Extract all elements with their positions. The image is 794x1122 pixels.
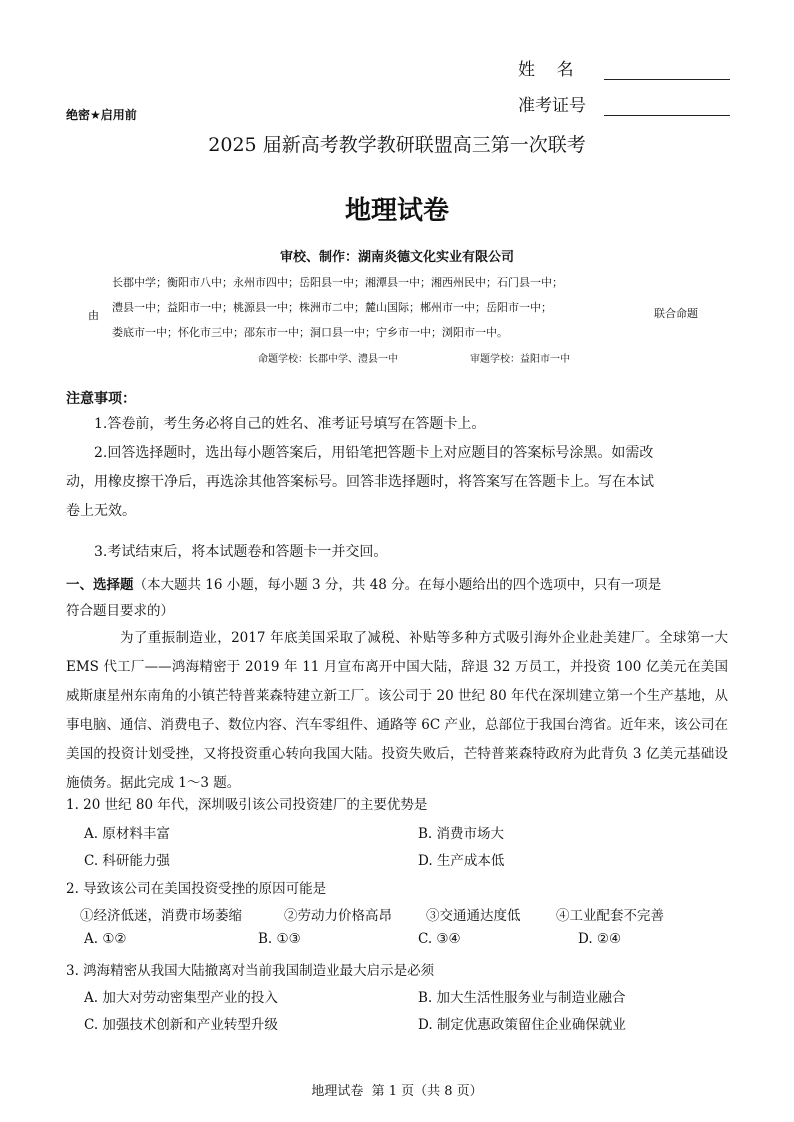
school-list — [112, 270, 652, 345]
reading-passage: 为了重振制造业，2017 年底美国采取了减税、补贴等多种方式吸引海外企业赴美建厂。全球第一大 EMS 代工厂——鸿海精密于 2019 年 11 月宣布离开中国大陆，辞退 32 万员工，并投资 100 亿美元在美国威斯康星州东南角的小镇芒特普莱森特建立新工厂。该公司于 20 世纪 80 年代在深圳建立第一个生产基地，从事电脑、通信、消费电子、数位内容、汽车零组件、通路等 6C 产业，总部位于我国台湾省。近年来，该公司在美国的投资计划受挫，又将投资重心转向我国大陆。投资失败后，芒特普莱森特政府为此背负 3 亿美元基础设施债务。据此完成 1～3 题。 — [66, 630, 728, 791]
name-label: 姓 名 — [518, 60, 574, 80]
q2-item-4: ④工业配套不完善 — [556, 908, 664, 924]
q2-option-c[interactable]: C. ③④ — [418, 931, 461, 947]
q3-option-b[interactable]: B. 加大生活性服务业与制造业融合 — [418, 990, 626, 1006]
q3-option-c[interactable]: C. 加强技术创新和产业转型升级 — [84, 1017, 278, 1033]
notice-item-2-line-3: 卷上无效。 — [66, 503, 136, 519]
page-footer: 地理试卷 第 1 页（共 8 页） — [311, 1084, 483, 1099]
producer-line: 审校、制作：湖南炎德文化实业有限公司 — [279, 250, 514, 265]
section-title: 一、选择题 — [66, 577, 134, 593]
q2-item-2: ②劳动力价格高昂 — [284, 908, 392, 924]
notice-list — [66, 410, 728, 567]
you-label: 由 — [88, 309, 99, 322]
q2-option-d[interactable]: D. ②④ — [578, 931, 622, 947]
q1-option-d[interactable]: D. 生产成本低 — [418, 853, 505, 869]
school-line-1: 长郡中学；衡阳市八中；永州市四中；岳阳县一中；湘潭县一中；湘西州民中；石门县一中； — [112, 276, 563, 289]
section-desc-2: 符合题目要求的） — [66, 603, 174, 619]
question-3-stem: 3. 鸿海精密从我国大陆撤离对当前我国制造业最大启示是必须 — [66, 963, 435, 979]
id-label: 准考证号 — [518, 96, 586, 116]
name-field-line[interactable] — [604, 57, 730, 80]
reviewer-schools: 审题学校：益阳市一中 — [470, 354, 570, 365]
q3-option-a[interactable]: A. 加大对劳动密集型产业的投入 — [84, 990, 278, 1006]
candidate-info — [518, 44, 730, 116]
q2-item-1: ①经济低迷，消费市场萎缩 — [80, 908, 242, 924]
notice-item-2-line-2: 动，用橡皮擦干净后，再选涂其他答案标号。回答非选择题时，将答案写在答题卡上。写在本试 — [66, 474, 654, 490]
id-field-line[interactable] — [604, 93, 730, 116]
section-heading — [66, 572, 728, 624]
question-2-stem: 2. 导致该公司在美国投资受挫的原因可能是 — [66, 881, 327, 897]
question-1-stem: 1. 20 世纪 80 年代，深圳吸引该公司投资建厂的主要优势是 — [66, 797, 428, 813]
name-row — [518, 44, 730, 80]
q3-option-d[interactable]: D. 制定优惠政策留住企业确保就业 — [418, 1017, 626, 1033]
q1-option-c[interactable]: C. 科研能力强 — [84, 853, 170, 869]
q1-option-b[interactable]: B. 消费市场大 — [418, 826, 505, 842]
school-line-2: 澧县一中；益阳市一中；桃源县一中；株洲市二中；麓山国际；郴州市一中；岳阳市一中； — [112, 301, 552, 314]
setter-schools: 命题学校：长郡中学、澧县一中 — [258, 354, 398, 365]
q2-item-3: ③交通通达度低 — [426, 908, 521, 924]
exam-title: 2025 届新高考教学教研联盟高三第一次联考 — [208, 134, 586, 156]
notice-item-1: 1.答卷前，考生务必将自己的姓名、准考证号填写在答题卡上。 — [94, 416, 486, 432]
secret-mark: 绝密★启用前 — [66, 108, 137, 122]
q1-option-a[interactable]: A. 原材料丰富 — [84, 826, 170, 842]
subject-title: 地理试卷 — [344, 196, 449, 226]
notice-title: 注意事项： — [66, 391, 136, 407]
id-row — [518, 80, 730, 116]
q2-option-a[interactable]: A. ①② — [84, 931, 127, 947]
notice-item-3: 3.考试结束后，将本试题卷和答题卡一并交回。 — [94, 544, 388, 560]
school-line-3: 娄底市一中；怀化市三中；邵东市一中；洞口县一中；宁乡市一中；浏阳市一中。 — [112, 326, 508, 339]
notice-item-2-line-1: 2.回答选择题时，选出每小题答案后，用铅笔把答题卡上对应题目的答案标号涂黑。如需改 — [94, 445, 654, 461]
q2-option-b[interactable]: B. ①③ — [258, 931, 301, 947]
section-desc-1: （本大题共 16 小题，每小题 3 分，共 48 分。在每小题给出的四个选项中，只有一项是 — [133, 577, 662, 593]
joint-label: 联合命题 — [654, 307, 698, 320]
